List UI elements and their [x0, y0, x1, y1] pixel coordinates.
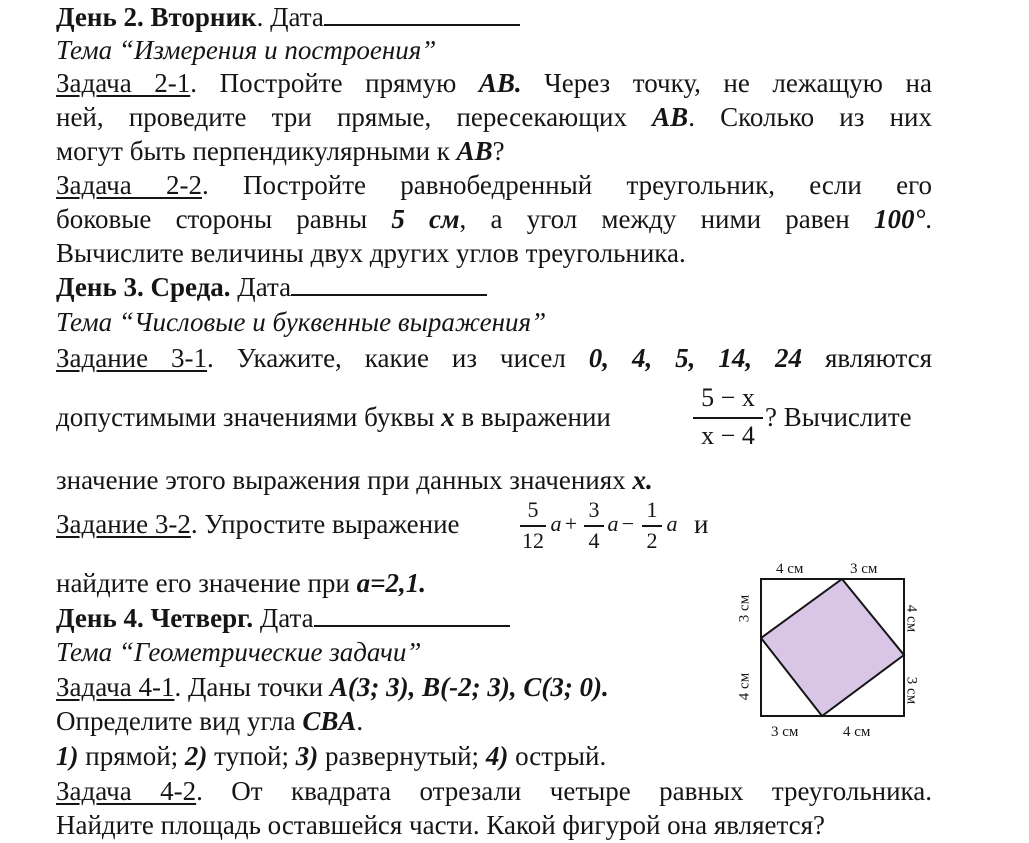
inner-quadrilateral: [761, 579, 904, 716]
task-4-2-label: Задача 4-2: [56, 776, 197, 806]
task-3-1-line3: [56, 463, 932, 497]
side-length: 5 см: [391, 204, 460, 234]
task-3-1-text: . Укажите, какие из чисел: [207, 343, 566, 373]
plus-sign: +: [564, 511, 578, 536]
angle-name: CBA: [302, 706, 357, 736]
option-3-text: развернутый;: [318, 741, 480, 771]
label-top-left: 4 см: [776, 561, 804, 577]
day2-heading: День 2. Вторник: [56, 2, 257, 32]
option-4-number: 4): [485, 741, 509, 771]
task-3-2-text: . Упростите выражение: [190, 509, 460, 539]
task-2-1-line2: [56, 100, 932, 134]
label-right-top: 4 см: [903, 604, 920, 633]
day3-heading: День 3. Среда.: [56, 272, 231, 302]
fraction1-numerator: 5: [527, 497, 539, 522]
task-2-2-text: боковые стороны равны: [56, 204, 368, 234]
task-3-2-line1: [56, 507, 516, 541]
fraction1-bar: [520, 525, 546, 527]
fraction-numerator: 5 − x: [701, 383, 755, 412]
task-2-2-line3: Вычислите величины двух других углов треугольника.: [56, 238, 686, 268]
points-list: A(3; 3), B(-2; 3), C(3; 0).: [329, 672, 609, 702]
task-2-1-text: могут быть перпендикулярными к: [56, 136, 450, 166]
task-3-1-label: Задание 3-1: [56, 343, 208, 373]
task-4-2-text: . От квадрата отрезали четыре равных треугольника.: [196, 776, 932, 806]
option-1-text: прямой;: [78, 741, 179, 771]
value-of-a: a=2,1.: [356, 568, 426, 598]
minus-sign: −: [621, 511, 635, 536]
fraction-bar: [693, 417, 763, 419]
angle-value: 100°: [873, 204, 926, 234]
fraction2-bar: [584, 525, 604, 527]
day2-date-label: . Дата: [256, 2, 324, 32]
label-bottom-left: 3 см: [771, 724, 799, 740]
task-2-1-label: Задача 2-1: [56, 68, 191, 98]
task-4-1-text: .: [356, 706, 364, 736]
conjunction-and: и: [694, 509, 709, 539]
task-2-2-text: . Постройте равнобедренный треугольник, если его: [201, 170, 932, 200]
label-right-bottom: 3 см: [903, 676, 920, 705]
task-2-1-text: . Сколько из них: [688, 102, 932, 132]
task-4-2-line2: Найдите площадь оставшейся части. Какой фигурой она является?: [56, 810, 826, 840]
number-list: 0, 4, 5, 14, 24: [588, 343, 803, 373]
day3-heading-line: [56, 270, 932, 304]
task-4-1-line1: [56, 670, 716, 704]
task-2-2-text: , а угол между ними равен: [459, 204, 850, 234]
option-1-number: 1): [56, 741, 79, 771]
task-2-1-line-ab: AB: [456, 136, 493, 166]
day4-theme: Тема “Геометрические задачи”: [56, 637, 422, 667]
square-diagram: [760, 578, 906, 718]
variable-a: a: [550, 511, 562, 536]
task-2-1-text: . Постройте прямую: [190, 68, 457, 98]
task-3-1-line2-right: ? Вычислите: [765, 402, 912, 432]
fraction1-denominator: 12: [522, 528, 544, 553]
day4-date-blank: [314, 603, 510, 627]
task-3-1-text: допустимыми значениями буквы: [56, 402, 435, 432]
fraction3-numerator: 1: [646, 497, 658, 522]
task-4-1-options: [56, 739, 716, 773]
task-3-1-text: являются: [824, 343, 933, 373]
task-2-2-label: Задача 2-2: [56, 170, 202, 200]
day4-heading-line: [56, 601, 656, 635]
day4-date-label: Дата: [253, 603, 314, 633]
fraction3-bar: [642, 525, 662, 527]
task-2-2-line1: [56, 168, 932, 202]
fraction-denominator: x − 4: [701, 421, 755, 450]
fraction3-denominator: 2: [646, 528, 658, 553]
task-4-1-line2: [56, 704, 716, 738]
task-2-1-text: Через точку, не лежащую на: [544, 68, 932, 98]
day3-date-blank: [291, 272, 487, 296]
task-3-1-text: в выражении: [461, 402, 611, 432]
task-3-2-label: Задание 3-2: [56, 509, 191, 539]
option-2-number: 2): [184, 741, 208, 771]
task-2-1-line-ab: AB: [652, 102, 689, 132]
variable-a: a: [666, 511, 678, 536]
task-4-1-text: Определите вид угла: [56, 706, 296, 736]
task-2-1-line1: [56, 66, 932, 100]
task-2-2-line2: [56, 202, 932, 236]
label-bottom-right: 4 см: [843, 724, 871, 740]
task-4-1-label: Задача 4-1: [56, 672, 175, 702]
task-3-2-text: найдите его значение при: [56, 568, 350, 598]
task-4-1-text: . Даны точки: [174, 672, 324, 702]
label-left-bottom: 4 см: [736, 672, 753, 701]
label-left-top: 3 см: [736, 594, 753, 623]
task-2-1-line3: [56, 134, 932, 168]
day2-date-blank: [324, 2, 520, 26]
variable-x: x.: [632, 465, 653, 495]
day3-date-label: Дата: [230, 272, 292, 302]
day3-theme: Тема “Числовые и буквенные выражения”: [56, 307, 547, 337]
day4-heading: День 4. Четверг.: [56, 603, 254, 633]
task-3-1-line2-left: [56, 400, 696, 434]
task-2-1-line-ab: AB.: [478, 68, 522, 98]
option-3-number: 3): [295, 741, 319, 771]
fraction2-denominator: 4: [588, 528, 600, 553]
task-2-1-text: ?: [492, 136, 505, 166]
day2-theme: Тема “Измерения и построения”: [56, 35, 437, 65]
option-4-text: острый.: [508, 741, 607, 771]
variable-x: x: [441, 402, 455, 432]
task-3-1-text: значение этого выражения при данных значениях: [56, 465, 626, 495]
task-3-2-line2: [56, 566, 656, 600]
option-2-text: тупой;: [207, 741, 289, 771]
fraction2-numerator: 3: [588, 497, 600, 522]
task-4-2-line1: [56, 774, 932, 808]
day2-heading-line: [56, 0, 932, 34]
task-2-1-text: ней, проведите три прямые, пересекающих: [56, 102, 627, 132]
task-2-2-text: .: [925, 204, 933, 234]
label-top-right: 3 см: [850, 561, 878, 577]
task-3-1-line1: [56, 341, 932, 375]
variable-a: a: [607, 511, 619, 536]
